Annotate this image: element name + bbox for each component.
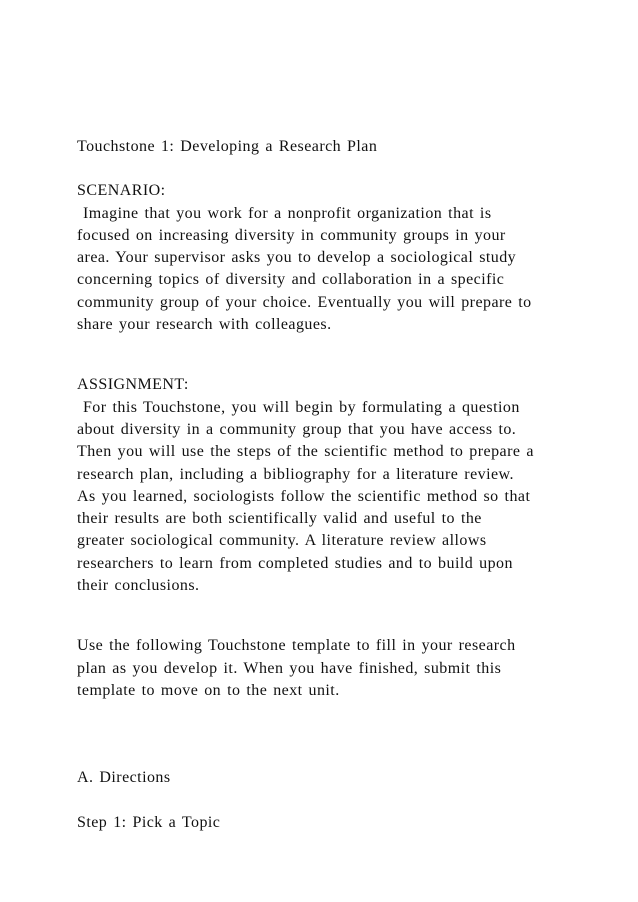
scenario-line: focused on increasing diversity in community groups in your (77, 226, 506, 244)
instructions-line: template to move on to the next unit. (77, 681, 340, 699)
instructions-line: plan as you develop it. When you have finished, submit this (77, 659, 502, 677)
scenario-section (77, 180, 577, 336)
scenario-line: concerning topics of diversity and collaboration in a specific (77, 271, 505, 289)
scenario-line: community group of your choice. Eventually you will prepare to (77, 293, 532, 311)
scenario-line: share your research with colleagues. (77, 316, 332, 334)
instructions-line: Use the following Touchstone template to fill in your research (77, 637, 516, 655)
assignment-line: greater sociological community. A literature review allows (77, 532, 487, 550)
scenario-heading: SCENARIO: (77, 182, 166, 200)
assignment-line: Then you will use the steps of the scientific method to prepare a (77, 443, 534, 461)
document-title: Touchstone 1: Developing a Research Plan (77, 138, 378, 155)
scenario-line: Imagine that you work for a nonprofit organization that is (77, 204, 492, 222)
assignment-line: researchers to learn from completed studies and to build upon (77, 554, 513, 572)
assignment-line: their conclusions. (77, 577, 200, 595)
instructions-section (77, 635, 577, 702)
assignment-line: For this Touchstone, you will begin by formulating a question (77, 398, 520, 416)
step1-heading: Step 1: Pick a Topic (77, 813, 221, 831)
directions-heading: A. Directions (77, 769, 171, 787)
assignment-line: about diversity in a community group that you have access to. (77, 420, 517, 438)
assignment-line: As you learned, sociologists follow the scientific method so that (77, 487, 531, 505)
document-body (77, 136, 577, 834)
assignment-line: their results are both scientifically valid and useful to the (77, 510, 482, 528)
assignment-heading: ASSIGNMENT: (77, 376, 189, 394)
assignment-section (77, 374, 577, 597)
assignment-line: research plan, including a bibliography for a literature review. (77, 465, 514, 483)
scenario-line: area. Your supervisor asks you to develop a sociological study (77, 249, 517, 267)
